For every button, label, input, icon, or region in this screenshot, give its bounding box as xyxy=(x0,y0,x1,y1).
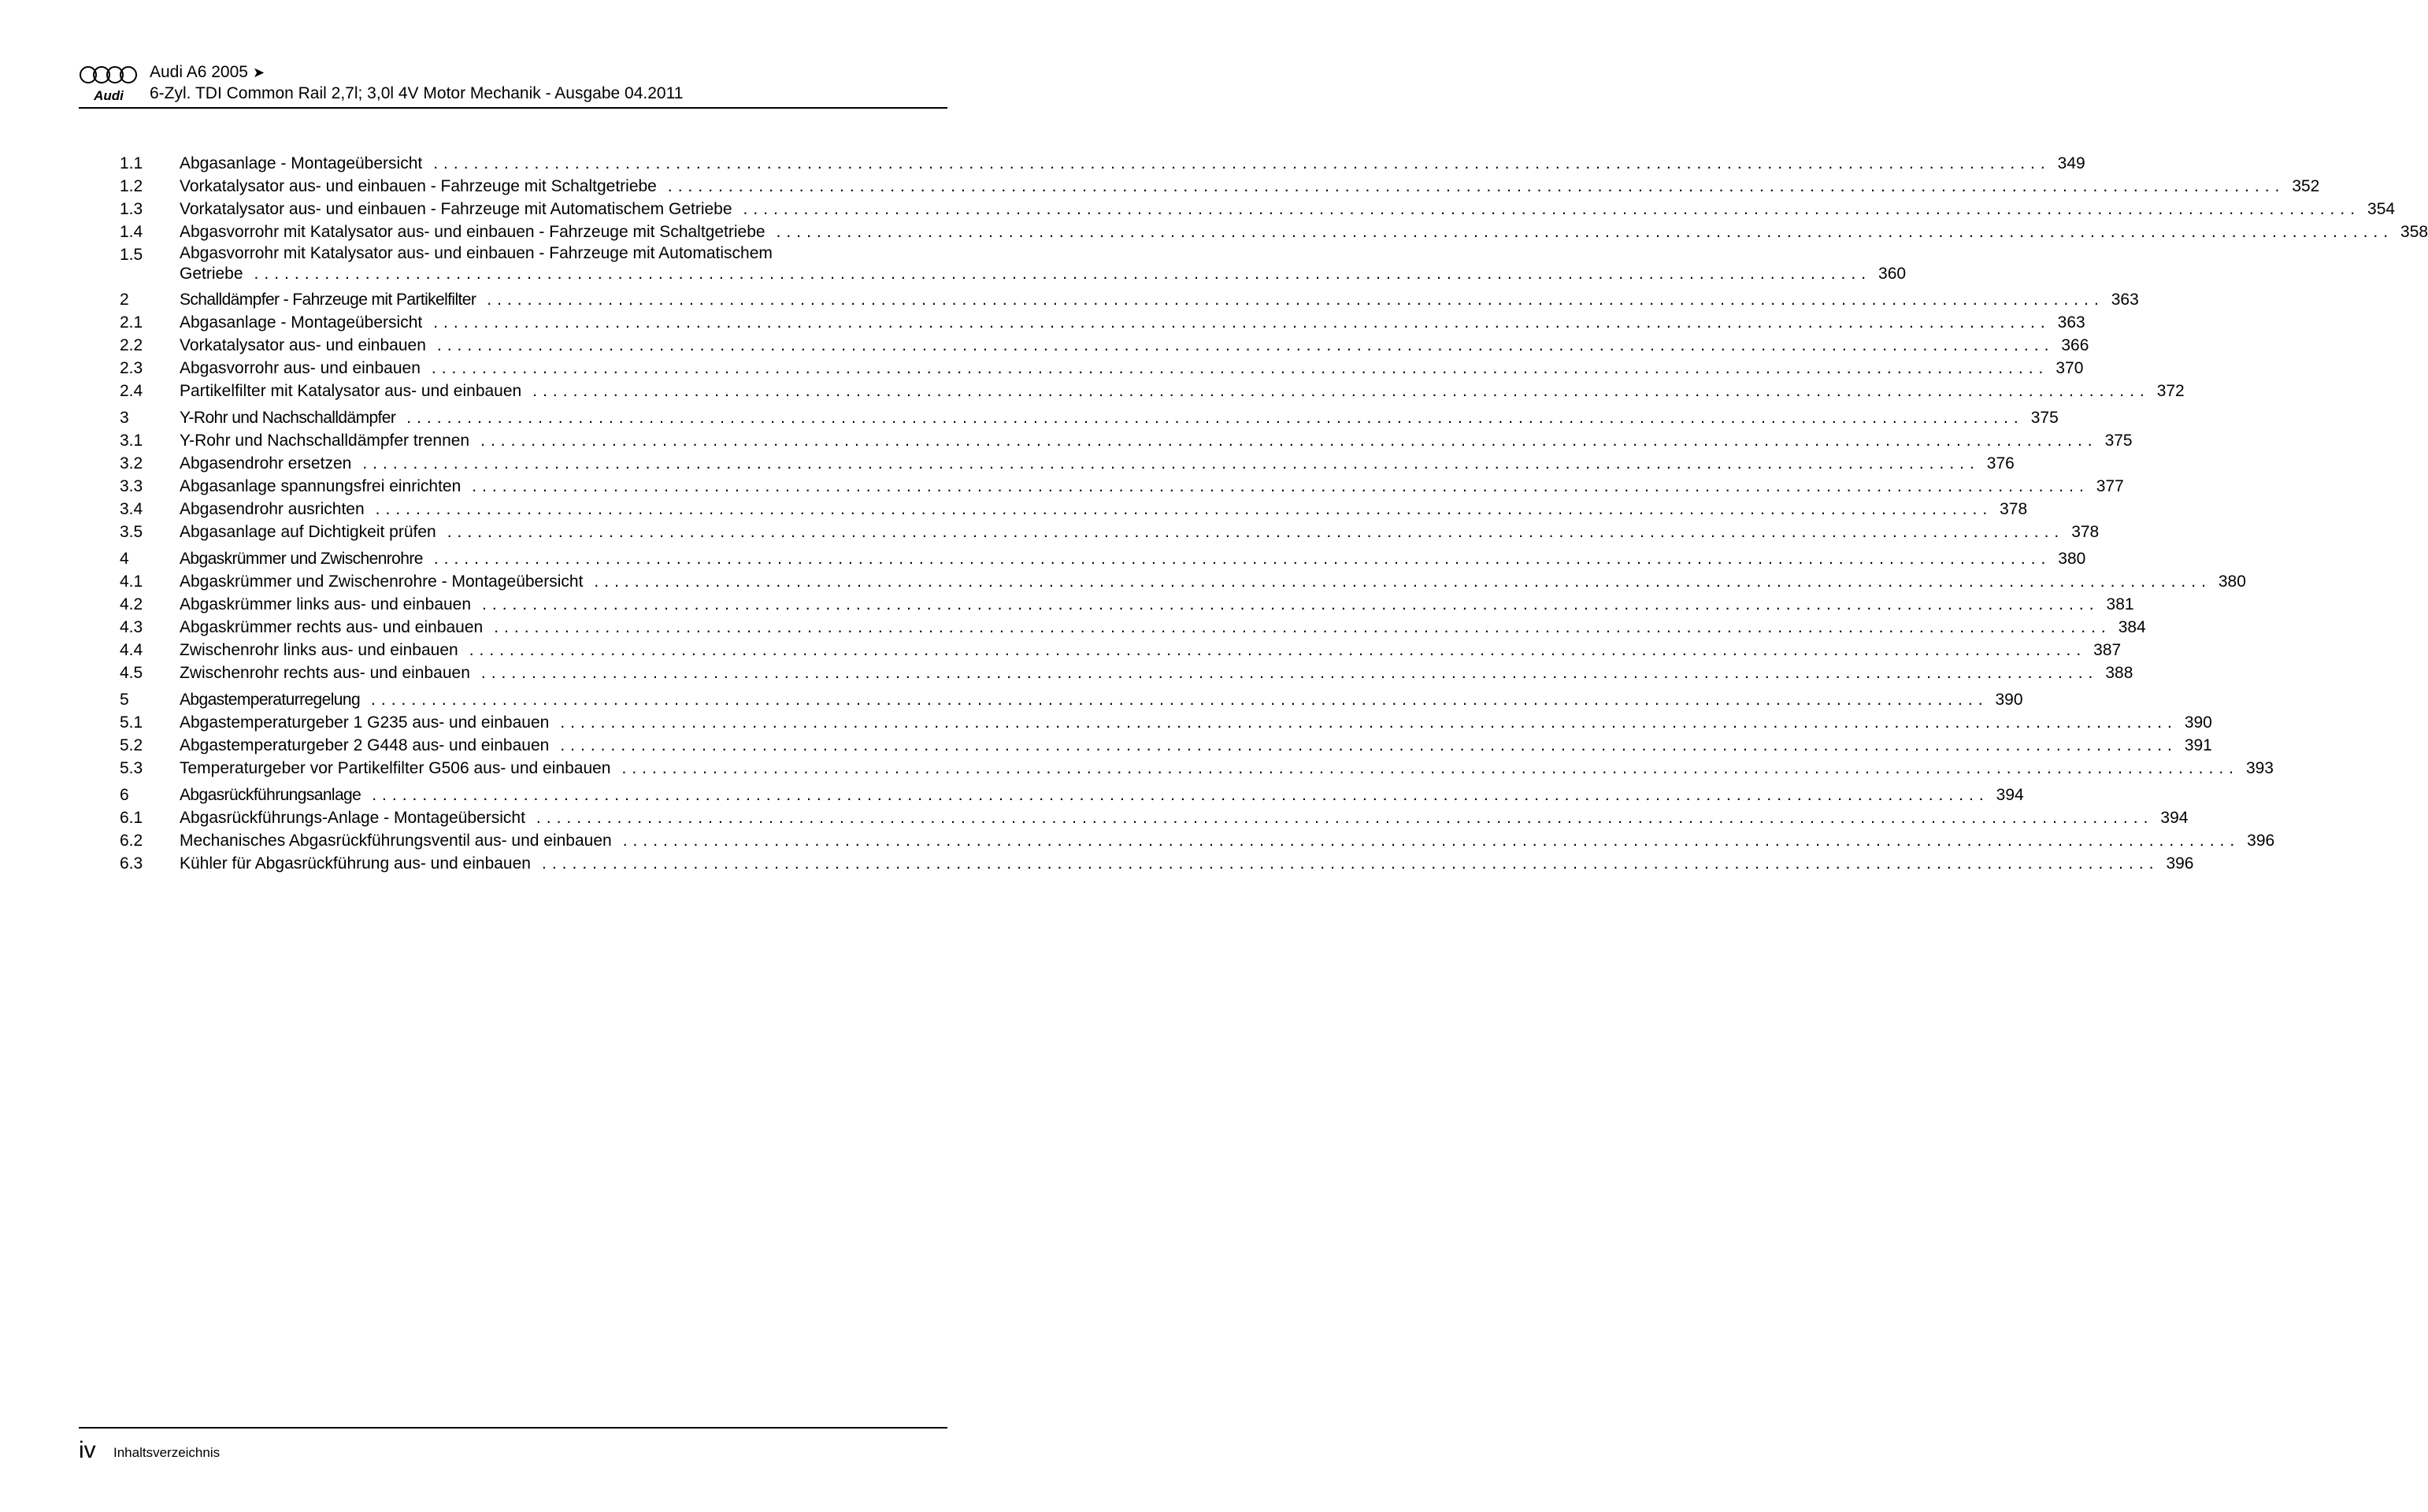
toc-entry-body xyxy=(180,198,2396,220)
toc-entry-number: 2.3 xyxy=(120,359,143,377)
dot-leader: ................................................................................................................................................................ xyxy=(776,223,2394,241)
toc-entry-page: 366 xyxy=(2061,336,2089,354)
dot-leader: ................................................................................................................................................................ xyxy=(254,265,1872,283)
toc-entry-body xyxy=(180,357,2084,380)
footer-section-label: Inhaltsverzeichnis xyxy=(113,1445,221,1460)
toc-entry-number: 6.2 xyxy=(120,832,143,850)
toc-entry-page: 387 xyxy=(2093,641,2122,659)
toc-entry-body xyxy=(180,688,2023,711)
toc-entry-number: 5.3 xyxy=(120,759,143,777)
dot-leader: ................................................................................................................................................................ xyxy=(433,313,2051,332)
dot-leader: ................................................................................................................................................................ xyxy=(372,786,1989,804)
toc-entry-line xyxy=(180,264,1907,284)
toc-entry-number: 1.1 xyxy=(120,154,143,172)
toc-entry-line xyxy=(180,175,2320,198)
dot-leader: ................................................................................................................................................................ xyxy=(541,854,2159,873)
toc-entry-number: 4 xyxy=(120,550,129,568)
footer-rule xyxy=(79,1427,947,1429)
toc-entry-number: 3 xyxy=(120,409,129,427)
dot-leader: ................................................................................................................................................................ xyxy=(431,359,2049,377)
model-line: Audi A6 2005 xyxy=(150,63,248,81)
toc-entry-number: 1.4 xyxy=(120,223,143,241)
toc-entry-number: 2.1 xyxy=(120,313,143,332)
toc-entry-page: 380 xyxy=(2218,573,2246,591)
toc-entry-number: 3.5 xyxy=(120,523,143,541)
toc-entry-page: 377 xyxy=(2096,477,2124,495)
toc-entry-line xyxy=(180,357,2084,380)
toc-entry[interactable] xyxy=(120,475,2124,498)
toc-entry-title: Abgasanlage spannungsfrei einrichten xyxy=(180,477,462,495)
toc-entry-number: 4.2 xyxy=(120,595,143,613)
header-model xyxy=(150,63,265,82)
toc-entry-page: 396 xyxy=(2247,832,2275,850)
toc-entry[interactable] xyxy=(120,829,2275,852)
toc-chapter-entry[interactable] xyxy=(120,288,2139,311)
toc-entry-line xyxy=(180,570,2246,593)
toc-entry-line xyxy=(180,311,2085,334)
toc-entry[interactable] xyxy=(120,593,2134,616)
dot-leader: ................................................................................................................................................................ xyxy=(480,432,2098,450)
toc-entry[interactable] xyxy=(120,616,2146,639)
toc-entry-body xyxy=(180,380,2185,402)
toc-entry-title: Abgasanlage - Montageübersicht xyxy=(180,313,423,332)
toc-entry-body xyxy=(180,334,2089,357)
toc-entry-line xyxy=(180,711,2212,734)
toc-entry[interactable] xyxy=(120,662,2133,684)
toc-entry-number: 3.3 xyxy=(120,477,143,495)
toc-entry-line xyxy=(180,521,2100,543)
dot-leader: ................................................................................................................................................................ xyxy=(433,550,2052,568)
toc-entry-page: 384 xyxy=(2118,618,2146,636)
dot-leader: ................................................................................................................................................................ xyxy=(560,736,2178,754)
toc-entry-page: 378 xyxy=(2071,523,2100,541)
toc-entry-title: Abgasendrohr ausrichten xyxy=(180,500,365,518)
toc-entry-body xyxy=(180,662,2133,684)
toc-entry-title: Abgasvorrohr aus- und einbauen xyxy=(180,359,421,377)
dot-leader: ................................................................................................................................................................ xyxy=(472,477,2089,495)
dot-leader: ................................................................................................................................................................ xyxy=(494,618,2111,636)
toc-entry[interactable] xyxy=(120,334,2089,357)
toc-entry-line xyxy=(180,639,2122,662)
toc-entry-line xyxy=(180,784,2024,806)
dot-leader: ................................................................................................................................................................ xyxy=(371,691,1989,709)
toc-entry-number: 4.1 xyxy=(120,573,143,591)
toc-entry-line xyxy=(180,429,2133,452)
toc-entry-line xyxy=(180,734,2212,757)
dot-leader: ................................................................................................................................................................ xyxy=(667,177,2285,195)
toc-entry[interactable] xyxy=(120,452,2015,475)
toc-entry-title: Abgaskrümmer und Zwischenrohre - Montageübersicht xyxy=(180,573,584,591)
toc-entry[interactable] xyxy=(120,175,2320,198)
page-number: iv xyxy=(79,1437,96,1463)
toc-entry[interactable] xyxy=(120,357,2084,380)
toc-entry-title: Abgaskrümmer rechts aus- und einbauen xyxy=(180,618,484,636)
toc-entry-title: Y-Rohr und Nachschalldämpfer xyxy=(180,409,396,427)
toc-chapter-entry[interactable] xyxy=(120,547,2086,570)
toc-entry[interactable] xyxy=(120,243,1907,284)
toc-entry-title: Abgasendrohr ersetzen xyxy=(180,454,352,472)
toc-entry-page: 370 xyxy=(2055,359,2084,377)
toc-entry-line xyxy=(180,243,946,264)
toc-entry-body xyxy=(180,521,2100,543)
toc-entry-body xyxy=(180,175,2320,198)
toc-entry[interactable] xyxy=(120,757,2274,780)
toc-entry-body xyxy=(180,243,1907,284)
toc-entry-line xyxy=(180,288,2139,311)
toc-entry-page: 378 xyxy=(2000,500,2028,518)
table-of-contents xyxy=(120,152,2428,875)
toc-entry-body xyxy=(180,639,2122,662)
toc-entry-page: 396 xyxy=(2166,854,2194,873)
toc-entry[interactable] xyxy=(120,152,2085,175)
toc-entry-number: 6.3 xyxy=(120,854,143,873)
toc-entry-body xyxy=(180,570,2246,593)
toc-entry-number: 4.3 xyxy=(120,618,143,636)
toc-entry-body xyxy=(180,406,2059,429)
toc-entry[interactable] xyxy=(120,521,2100,543)
dot-leader: ................................................................................................................................................................ xyxy=(480,664,2099,682)
toc-entry-line xyxy=(180,852,2194,875)
toc-entry-number: 5.2 xyxy=(120,736,143,754)
toc-entry-body xyxy=(180,734,2212,757)
toc-entry[interactable] xyxy=(120,380,2185,402)
toc-entry[interactable] xyxy=(120,639,2122,662)
toc-entry-title: Schalldämpfer - Fahrzeuge mit Partikelfilter xyxy=(180,291,476,309)
toc-entry-number: 2 xyxy=(120,291,129,309)
toc-entry-number: 2.4 xyxy=(120,382,143,400)
toc-entry-body xyxy=(180,475,2124,498)
toc-entry-number: 2.2 xyxy=(120,336,143,354)
toc-entry-line xyxy=(180,616,2146,639)
toc-entry-body xyxy=(180,311,2085,334)
toc-entry-number: 1.2 xyxy=(120,177,143,195)
toc-entry-page: 354 xyxy=(2367,200,2396,218)
toc-entry-body xyxy=(180,757,2274,780)
page-header xyxy=(79,63,947,109)
toc-entry-title-continued: Getriebe xyxy=(180,265,243,283)
toc-entry-title: Y-Rohr und Nachschalldämpfer trennen xyxy=(180,432,470,450)
toc-entry-number: 1.3 xyxy=(120,200,143,218)
toc-entry-number: 3.2 xyxy=(120,454,143,472)
toc-entry-title: Abgaskrümmer links aus- und einbauen xyxy=(180,595,472,613)
toc-entry-body xyxy=(180,288,2139,311)
toc-entry-line xyxy=(180,498,2028,521)
toc-entry-page: 390 xyxy=(2184,713,2212,732)
toc-entry[interactable] xyxy=(120,429,2133,452)
toc-entry-title: Abgasvorrohr mit Katalysator aus- und einbauen - Fahrzeuge mit Automatischem xyxy=(180,244,773,262)
toc-entry-body xyxy=(180,616,2146,639)
toc-entry-title: Mechanisches Abgasrückführungsventil aus- und einbauen xyxy=(180,832,612,850)
toc-entry-title: Temperaturgeber vor Partikelfilter G506 aus- und einbauen xyxy=(180,759,611,777)
audi-rings-logo xyxy=(79,65,139,102)
toc-entry-title: Abgasanlage - Montageübersicht xyxy=(180,154,423,172)
toc-entry[interactable] xyxy=(120,570,2246,593)
toc-entry-line xyxy=(180,547,2086,570)
toc-entry-body xyxy=(180,152,2085,175)
toc-entry-page: 358 xyxy=(2400,223,2428,241)
toc-entry-number: 3.1 xyxy=(120,432,143,450)
dot-leader: ................................................................................................................................................................ xyxy=(536,809,2154,827)
toc-entry-page: 388 xyxy=(2105,664,2133,682)
toc-entry-title: Zwischenrohr links aus- und einbauen xyxy=(180,641,458,659)
dot-leader: ................................................................................................................................................................ xyxy=(482,595,2100,613)
toc-entry-title: Zwischenrohr rechts aus- und einbauen xyxy=(180,664,470,682)
toc-entry-body xyxy=(180,452,2015,475)
toc-entry-page: 376 xyxy=(1986,454,2015,472)
toc-entry-page: 360 xyxy=(1878,265,1907,283)
brand-wordmark: Audi xyxy=(94,88,124,103)
dot-leader: ................................................................................................................................................................ xyxy=(362,454,1980,472)
toc-entry-title: Abgastemperaturgeber 1 G235 aus- und einbauen xyxy=(180,713,550,732)
arrow-right-icon: ➤ xyxy=(252,65,265,80)
toc-entry-line xyxy=(180,829,2275,852)
header-subtitle: 6-Zyl. TDI Common Rail 2,7l; 3,0l 4V Motor Mechanik - Ausgabe 04.2011 xyxy=(150,84,684,102)
toc-entry-page: 390 xyxy=(1995,691,2023,709)
toc-chapter-entry[interactable] xyxy=(120,406,2059,429)
toc-chapter-entry[interactable] xyxy=(120,784,2024,806)
toc-entry-page: 372 xyxy=(2156,382,2185,400)
dot-leader: ................................................................................................................................................................ xyxy=(487,291,2104,309)
toc-entry-body xyxy=(180,852,2194,875)
toc-entry-body xyxy=(180,806,2189,829)
toc-entry-page: 393 xyxy=(2245,759,2274,777)
toc-entry[interactable] xyxy=(120,498,2028,521)
dot-leader: ................................................................................................................................................................ xyxy=(447,523,2065,541)
toc-entry-line xyxy=(180,380,2185,402)
toc-entry-page: 391 xyxy=(2184,736,2212,754)
toc-entry-line xyxy=(180,662,2133,684)
toc-entry-number: 5 xyxy=(120,691,129,709)
toc-entry-body xyxy=(180,711,2212,734)
toc-entry[interactable] xyxy=(120,311,2085,334)
toc-entry-title: Vorkatalysator aus- und einbauen - Fahrzeuge mit Automatischem Getriebe xyxy=(180,200,732,218)
dot-leader: ................................................................................................................................................................ xyxy=(375,500,1993,518)
toc-entry-number: 4.5 xyxy=(120,664,143,682)
toc-entry-number: 6 xyxy=(120,786,129,804)
toc-entry-title: Abgaskrümmer und Zwischenrohre xyxy=(180,550,423,568)
toc-entry-body xyxy=(180,429,2133,452)
toc-entry-body xyxy=(180,593,2134,616)
dot-leader: ................................................................................................................................................................ xyxy=(622,832,2241,850)
toc-entry-page: 363 xyxy=(2057,313,2085,332)
toc-entry[interactable] xyxy=(120,220,2428,243)
toc-chapter-entry[interactable] xyxy=(120,688,2023,711)
toc-entry-title: Abgasanlage auf Dichtigkeit prüfen xyxy=(180,523,436,541)
toc-entry-line xyxy=(180,688,2023,711)
toc-entry-body xyxy=(180,829,2275,852)
toc-entry-page: 352 xyxy=(2292,177,2320,195)
toc-entry[interactable] xyxy=(120,734,2212,757)
toc-entry-number: 6.1 xyxy=(120,809,143,827)
dot-leader: ................................................................................................................................................................ xyxy=(406,409,2024,427)
toc-entry-title: Kühler für Abgasrückführung aus- und einbauen xyxy=(180,854,531,873)
toc-entry-line xyxy=(180,220,2428,243)
toc-entry-line xyxy=(180,198,2396,220)
toc-entry-title: Partikelfilter mit Katalysator aus- und einbauen xyxy=(180,382,522,400)
dot-leader: ................................................................................................................................................................ xyxy=(433,154,2051,172)
toc-entry-number: 4.4 xyxy=(120,641,143,659)
dot-leader: ................................................................................................................................................................ xyxy=(594,573,2211,591)
toc-entry-line xyxy=(180,406,2059,429)
toc-entry-body xyxy=(180,547,2086,570)
toc-entry-title: Abgasrückführungsanlage xyxy=(180,786,361,804)
toc-entry-title: Vorkatalysator aus- und einbauen xyxy=(180,336,426,354)
dot-leader: ................................................................................................................................................................ xyxy=(743,200,2361,218)
toc-entry-page: 375 xyxy=(2030,409,2059,427)
toc-entry-title: Abgasvorrohr mit Katalysator aus- und einbauen - Fahrzeuge mit Schaltgetriebe xyxy=(180,223,765,241)
toc-entry-line xyxy=(180,452,2015,475)
toc-entry-page: 380 xyxy=(2058,550,2086,568)
dot-leader: ................................................................................................................................................................ xyxy=(436,336,2055,354)
toc-entry-body xyxy=(180,498,2028,521)
toc-entry-page: 375 xyxy=(2104,432,2133,450)
toc-entry-number: 3.4 xyxy=(120,500,143,518)
toc-entry-line xyxy=(180,152,2085,175)
dot-leader: ................................................................................................................................................................ xyxy=(560,713,2178,732)
toc-entry[interactable] xyxy=(120,711,2212,734)
toc-entry-body xyxy=(180,784,2024,806)
toc-entry-page: 363 xyxy=(2111,291,2139,309)
toc-entry-title: Abgastemperaturgeber 2 G448 aus- und einbauen xyxy=(180,736,550,754)
toc-entry-number: 5.1 xyxy=(120,713,143,732)
toc-entry[interactable] xyxy=(120,806,2189,829)
toc-entry-line xyxy=(180,593,2134,616)
toc-entry-page: 381 xyxy=(2106,595,2134,613)
dot-leader: ................................................................................................................................................................ xyxy=(469,641,2087,659)
toc-entry-line xyxy=(180,334,2089,357)
toc-entry-title: Vorkatalysator aus- und einbauen - Fahrzeuge mit Schaltgetriebe xyxy=(180,177,657,195)
toc-entry-title: Abgasrückführungs-Anlage - Montageübersicht xyxy=(180,809,525,827)
toc-entry-page: 394 xyxy=(2160,809,2189,827)
toc-entry-title: Abgastemperaturregelung xyxy=(180,691,361,709)
dot-leader: ................................................................................................................................................................ xyxy=(532,382,2150,400)
toc-entry-page: 394 xyxy=(1996,786,2024,804)
toc-entry[interactable] xyxy=(120,198,2396,220)
toc-entry-body xyxy=(180,220,2428,243)
toc-entry-number: 1.5 xyxy=(120,246,143,264)
toc-entry-line xyxy=(180,475,2124,498)
toc-entry[interactable] xyxy=(120,852,2194,875)
toc-entry-page: 349 xyxy=(2057,154,2085,172)
toc-entry-line xyxy=(180,806,2189,829)
toc-entry-line xyxy=(180,757,2274,780)
dot-leader: ................................................................................................................................................................ xyxy=(621,759,2239,777)
